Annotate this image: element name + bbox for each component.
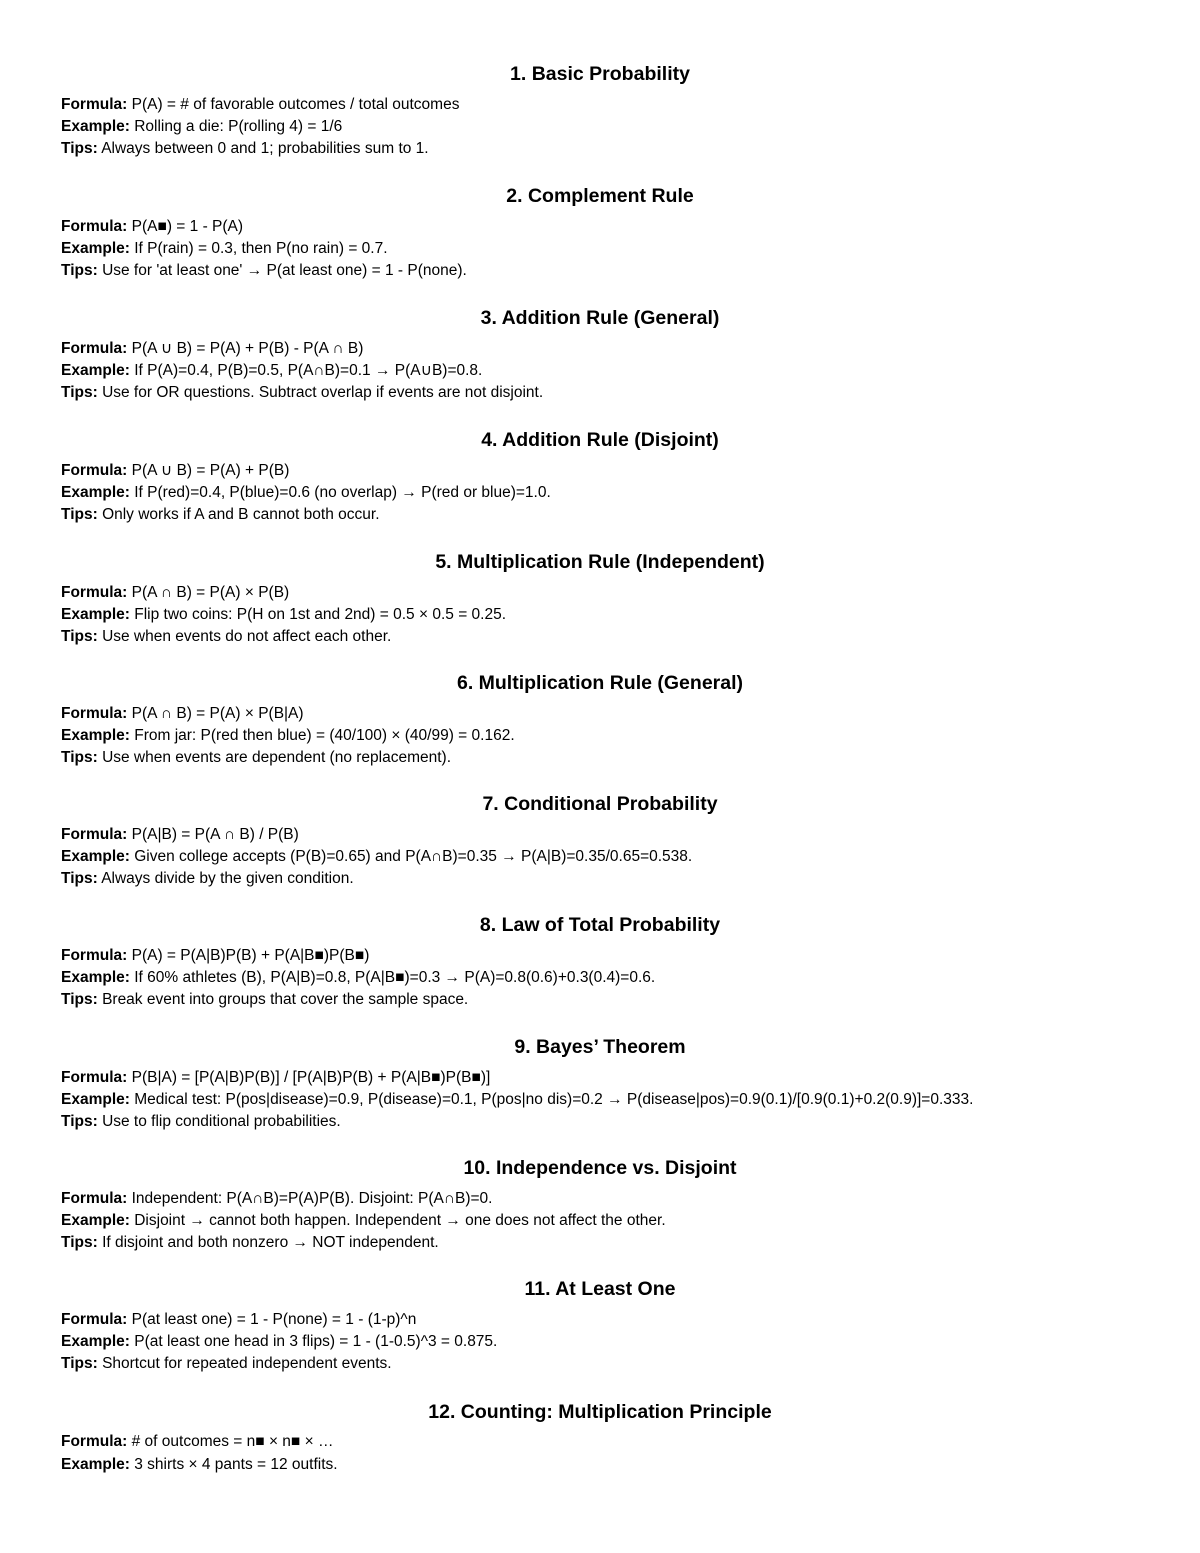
tips-label: Tips:	[61, 506, 98, 523]
example-text: Medical test: P(pos|disease)=0.9, P(disease)=0.1, P(pos|no dis)=0.2 → P(disease|pos)=0.9(0.1)/[0.9(0.1)+0.2(0.9)]=0.333.	[134, 1091, 974, 1108]
formula-label: Formula:	[61, 1190, 128, 1207]
example-line	[61, 1211, 666, 1231]
example-line	[61, 605, 506, 625]
formula-line	[61, 825, 299, 845]
example-line	[61, 1332, 497, 1352]
example-label: Example:	[61, 848, 130, 865]
section-title: 4. Addition Rule (Disjoint)	[481, 429, 719, 451]
formula-label: Formula:	[61, 705, 128, 722]
section-title: 2. Complement Rule	[506, 185, 694, 207]
example-text: 3 shirts × 4 pants = 12 outfits.	[134, 1456, 338, 1473]
example-line	[61, 483, 551, 503]
formula-label: Formula:	[61, 462, 128, 479]
formula-label: Formula:	[61, 584, 128, 601]
formula-line	[61, 1432, 333, 1452]
example-label: Example:	[61, 240, 130, 257]
tips-text: Shortcut for repeated independent events.	[102, 1355, 392, 1372]
tips-text: Use for 'at least one' → P(at least one) = 1 - P(none).	[102, 262, 467, 279]
tips-line	[61, 1354, 392, 1374]
tips-text: If disjoint and both nonzero → NOT independent.	[102, 1234, 439, 1251]
formula-text: # of outcomes = n■ × n■ × …	[131, 1433, 334, 1450]
example-text: If P(rain) = 0.3, then P(no rain) = 0.7.	[134, 240, 388, 257]
formula-text: Independent: P(A∩B)=P(A)P(B). Disjoint: P(A∩B)=0.	[131, 1190, 493, 1207]
tips-line	[61, 383, 543, 403]
section-title: 7. Conditional Probability	[482, 793, 718, 815]
section-title: 5. Multiplication Rule (Independent)	[435, 551, 765, 573]
tips-line	[61, 627, 391, 647]
tips-label: Tips:	[61, 262, 98, 279]
example-line	[61, 117, 342, 137]
section-title: 10. Independence vs. Disjoint	[463, 1157, 737, 1179]
formula-label: Formula:	[61, 96, 128, 113]
formula-line	[61, 1189, 492, 1209]
tips-text: Use to flip conditional probabilities.	[102, 1113, 341, 1130]
example-label: Example:	[61, 1091, 130, 1108]
formula-label: Formula:	[61, 1069, 128, 1086]
formula-line	[61, 946, 369, 966]
example-line	[61, 239, 388, 259]
tips-text: Break event into groups that cover the sample space.	[102, 991, 469, 1008]
example-text: From jar: P(red then blue) = (40/100) × (40/99) = 0.162.	[134, 727, 515, 744]
tips-line	[61, 505, 380, 525]
formula-line	[61, 339, 363, 359]
formula-text: P(A) = P(A|B)P(B) + P(A|B■)P(B■)	[131, 947, 370, 964]
section-title: 3. Addition Rule (General)	[480, 307, 720, 329]
formula-text: P(A■) = 1 - P(A)	[131, 218, 244, 235]
tips-label: Tips:	[61, 628, 98, 645]
example-line	[61, 847, 692, 867]
formula-line	[61, 704, 304, 724]
tips-label: Tips:	[61, 870, 98, 887]
example-text: If P(red)=0.4, P(blue)=0.6 (no overlap) → P(red or blue)=1.0.	[134, 484, 551, 501]
tips-line	[61, 1233, 439, 1253]
formula-text: P(A ∪ B) = P(A) + P(B) - P(A ∩ B)	[131, 340, 364, 357]
example-text: If 60% athletes (B), P(A|B)=0.8, P(A|B■)=0.3 → P(A)=0.8(0.6)+0.3(0.4)=0.6.	[134, 969, 656, 986]
example-label: Example:	[61, 606, 130, 623]
section-title: 1. Basic Probability	[510, 63, 690, 85]
tips-text: Only works if A and B cannot both occur.	[102, 506, 380, 523]
formula-line	[61, 1068, 490, 1088]
example-text: P(at least one head in 3 flips) = 1 - (1-0.5)^3 = 0.875.	[134, 1333, 498, 1350]
section-title: 11. At Least One	[524, 1278, 676, 1300]
formula-text: P(A|B) = P(A ∩ B) / P(B)	[131, 826, 299, 843]
example-label: Example:	[61, 118, 130, 135]
formula-label: Formula:	[61, 218, 128, 235]
section-title: 12. Counting: Multiplication Principle	[428, 1401, 772, 1423]
tips-label: Tips:	[61, 140, 98, 157]
tips-line	[61, 990, 468, 1010]
tips-line	[61, 261, 467, 281]
example-label: Example:	[61, 969, 130, 986]
formula-text: P(A ∪ B) = P(A) + P(B)	[131, 462, 290, 479]
example-label: Example:	[61, 727, 130, 744]
tips-label: Tips:	[61, 749, 98, 766]
example-label: Example:	[61, 1333, 130, 1350]
tips-label: Tips:	[61, 1355, 98, 1372]
example-text: Rolling a die: P(rolling 4) = 1/6	[134, 118, 343, 135]
example-line	[61, 726, 515, 746]
formula-line	[61, 1310, 416, 1330]
formula-label: Formula:	[61, 826, 128, 843]
tips-line	[61, 869, 354, 889]
tips-line	[61, 748, 451, 768]
formula-line	[61, 461, 289, 481]
example-text: If P(A)=0.4, P(B)=0.5, P(A∩B)=0.1 → P(A∪B)=0.8.	[134, 362, 483, 379]
tips-text: Use for OR questions. Subtract overlap if events are not disjoint.	[102, 384, 544, 401]
example-line	[61, 1455, 338, 1475]
tips-label: Tips:	[61, 1113, 98, 1130]
example-text: Given college accepts (P(B)=0.65) and P(A∩B)=0.35 → P(A|B)=0.35/0.65=0.538.	[134, 848, 693, 865]
tips-label: Tips:	[61, 384, 98, 401]
example-text: Disjoint → cannot both happen. Independent → one does not affect the other.	[134, 1212, 666, 1229]
section-title: 6. Multiplication Rule (General)	[456, 672, 744, 694]
example-line	[61, 1090, 973, 1110]
tips-label: Tips:	[61, 991, 98, 1008]
formula-text: P(A ∩ B) = P(A) × P(B)	[131, 584, 290, 601]
formula-text: P(A) = # of favorable outcomes / total outcomes	[131, 96, 460, 113]
formula-line	[61, 95, 459, 115]
formula-label: Formula:	[61, 1311, 128, 1328]
formula-label: Formula:	[61, 340, 128, 357]
formula-text: P(A ∩ B) = P(A) × P(B|A)	[131, 705, 304, 722]
section-title: 9. Bayes’ Theorem	[514, 1036, 686, 1058]
section-title: 8. Law of Total Probability	[479, 914, 721, 936]
example-label: Example:	[61, 362, 130, 379]
tips-label: Tips:	[61, 1234, 98, 1251]
tips-text: Use when events are dependent (no replacement).	[102, 749, 452, 766]
tips-line	[61, 1112, 341, 1132]
tips-line	[61, 139, 429, 159]
tips-text: Always between 0 and 1; probabilities sum to 1.	[101, 140, 429, 157]
tips-text: Use when events do not affect each other.	[102, 628, 392, 645]
formula-text: P(B|A) = [P(A|B)P(B)] / [P(A|B)P(B) + P(A|B■)P(B■)]	[131, 1069, 491, 1086]
formula-label: Formula:	[61, 947, 128, 964]
example-label: Example:	[61, 1212, 130, 1229]
example-line	[61, 361, 482, 381]
formula-line	[61, 217, 243, 237]
example-text: Flip two coins: P(H on 1st and 2nd) = 0.5 × 0.5 = 0.25.	[134, 606, 507, 623]
formula-text: P(at least one) = 1 - P(none) = 1 - (1-p)^n	[131, 1311, 417, 1328]
example-line	[61, 968, 655, 988]
tips-text: Always divide by the given condition.	[101, 870, 354, 887]
formula-line	[61, 583, 289, 603]
example-label: Example:	[61, 1456, 130, 1473]
formula-label: Formula:	[61, 1433, 128, 1450]
example-label: Example:	[61, 484, 130, 501]
